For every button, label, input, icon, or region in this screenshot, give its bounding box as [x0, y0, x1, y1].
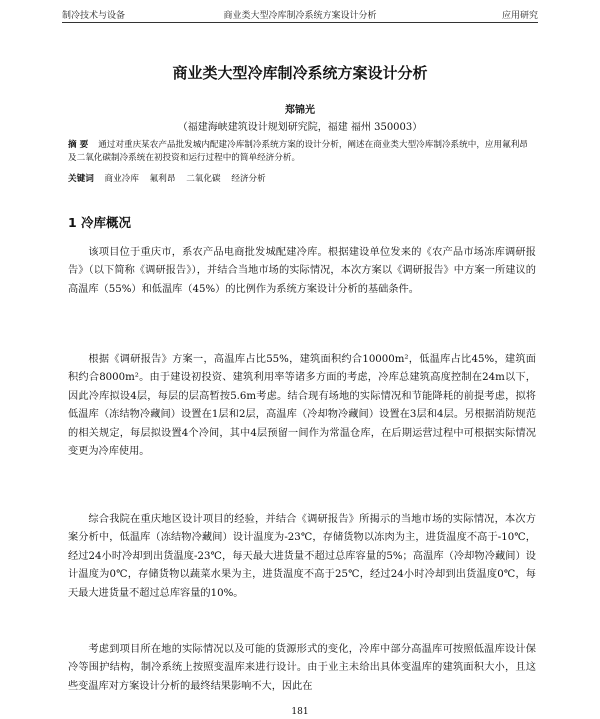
- section-heading: 1 冷库概况: [68, 215, 132, 230]
- keyword: 氟利昂: [149, 174, 176, 184]
- body-paragraph: 根据《调研报告》方案一，高温库占比55%，建筑面积约合10000m²，低温库占比45%，建筑面积约合8000m²。由于建设初投资、建筑利用率等诸多方面的考虑，冷库总建筑高度控制在24m以下，因此冷库拟设4层，每层的层高暂按5.6m考虑。结合现有场地的实际情况和节能降耗的前提考虑，拟将低温库（冻结物冷藏间）设置在1层和2层，高温库（冷却物冷藏间）设置在3层和4层。另根据消防规范的相关规定，每层拟设置4个冷间，其中4层预留一间作为常温仓库，在后期运营过程中可根据实际情况变更为冷库使用。: [68, 354, 536, 458]
- header-article-title: 商业类大型冷库制冷系统方案设计分析: [223, 11, 377, 21]
- article-title: 商业类大型冷库制冷系统方案设计分析: [172, 64, 428, 82]
- abstract: [68, 139, 534, 165]
- body-paragraph: 该项目位于重庆市，系农产品电商批发城配建冷库。根据建设单位发来的《农产品市场冻库调研报告》（以下简称《调研报告》），并结合当地市场的实际情况，本次方案以《调研报告》中方案一所建议的高温库（55%）和低温库（45%）的比例作为系统方案设计分析的基础条件。: [68, 247, 536, 295]
- author-affiliation: （福建海峡建筑设计规划研究院，福建 福州 350003）: [177, 122, 423, 133]
- keyword: 经济分析: [231, 174, 266, 184]
- keyword: 二氧化碳: [186, 174, 221, 184]
- keywords: [68, 173, 534, 186]
- abstract-text: 通过对重庆某农产品批发城内配建冷库制冷系统方案的设计分析，阐述在商业类大型冷库制冷系统中，应用氟利昂及二氧化碳制冷系统在初投资和运行过程中的简单经济分析。: [68, 140, 528, 163]
- body-paragraph: 考虑到项目所在地的实际情况以及可能的货源形式的变化，冷库中部分高温库可按照低温库设计保冷等围护结构，制冷系统上按照变温库来进行设计。由于业主未给出具体变温库的建筑面积大小，且这些变温库对方案设计分析的最终结果影响不大，因此在: [68, 644, 536, 692]
- author-name: 郑锦光: [285, 105, 315, 116]
- keyword: 商业冷库: [104, 174, 139, 184]
- page-number: 181: [291, 707, 309, 717]
- running-header: [62, 8, 538, 23]
- header-section-name: 应用研究: [501, 11, 538, 21]
- abstract-label: 摘 要: [68, 140, 89, 150]
- keywords-label: 关键词: [68, 174, 94, 184]
- header-journal-name: 制冷技术与设备: [62, 11, 126, 21]
- body-paragraph: 综合我院在重庆地区设计项目的经验，并结合《调研报告》所揭示的当地市场的实际情况，本次方案分析中，低温库（冻结物冷藏间）设计温度为-23℃，存储货物以冻肉为主，进货温度不高于-10℃，经过24小时冷却到出货温度-23℃，每天最大进货量不超过总库容量的5%；高温库（冷却物冷藏间）设计温度为0℃，存储货物以蔬菜水果为主，进货温度不高于25℃，经过24小时冷却到出货温度0℃，每天最大进货量不超过总库容量的10%。: [68, 514, 536, 599]
